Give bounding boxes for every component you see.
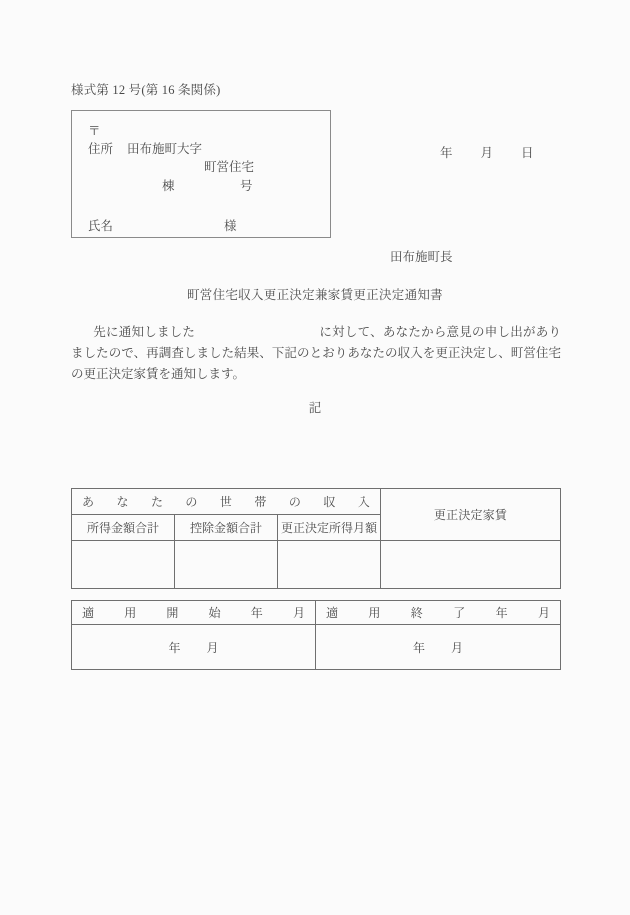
honorific-label: 様 (224, 219, 237, 233)
income-group-header (72, 489, 381, 515)
address-label: 住所 (88, 142, 114, 156)
building-unit-label: 棟 (162, 179, 175, 193)
period-end-month-label: 月 (451, 640, 464, 655)
period-end-year-label: 年 (412, 640, 425, 655)
address-line (88, 139, 202, 157)
rent-header: 更正決定家賃 (381, 489, 561, 541)
period-table (71, 600, 561, 670)
issuer-name: 田布施町長 (390, 250, 453, 264)
table-row (72, 541, 561, 589)
period-start-value[interactable] (72, 625, 316, 670)
name-label: 氏名 (88, 219, 114, 233)
income-table (71, 488, 561, 589)
date-line (440, 143, 534, 161)
body-paragraph (71, 322, 561, 385)
period-end-header-text: 適用終了年月 (326, 606, 550, 620)
period-end-ym (413, 641, 463, 655)
table-row (72, 625, 561, 670)
postal-code-symbol: 〒 (88, 124, 102, 138)
income-group-header-text: あなたの世帯の収入 (82, 495, 371, 509)
subheader-revised-monthly-income: 更正決定所得月額 (278, 515, 381, 541)
subheader-deduction-total: 控除金額合計 (175, 515, 278, 541)
date-year-label: 年 (440, 146, 453, 160)
address-value: 田布施町大字 (127, 142, 203, 156)
value-revised-rent[interactable] (381, 541, 561, 589)
addressee-box (71, 110, 331, 238)
period-start-month-label: 月 (206, 640, 219, 655)
body-text-part1: 先に通知しました (93, 325, 196, 339)
housing-label: 町営住宅 (204, 160, 255, 174)
period-end-value[interactable] (316, 625, 561, 670)
value-deduction-total[interactable] (175, 541, 278, 589)
value-revised-monthly-income[interactable] (278, 541, 381, 589)
ki-mark: 記 (308, 401, 322, 415)
body-text-part2: に対して、あなたから意見の申し出がありましたので、再調査しました結果、下記のとおりあなたの収入を更正決定し、町営住宅の更正決定家賃を通知します。 (71, 325, 561, 381)
value-income-total[interactable] (72, 541, 175, 589)
document-title: 町営住宅収入更正決定兼家賃更正決定通知書 (186, 288, 443, 302)
subheader-income-total: 所得金額合計 (72, 515, 175, 541)
room-number-label: 号 (240, 179, 253, 193)
form-number: 様式第 12 号(第 16 条関係) (71, 83, 221, 97)
date-day-label: 日 (521, 146, 534, 160)
period-start-header (72, 601, 316, 625)
period-start-header-text: 適用開始年月 (82, 606, 305, 620)
period-start-year-label: 年 (168, 640, 181, 655)
period-end-header (316, 601, 561, 625)
table-row (72, 489, 561, 515)
table-row (72, 601, 561, 625)
period-start-ym (168, 641, 218, 655)
date-month-label: 月 (480, 146, 494, 160)
